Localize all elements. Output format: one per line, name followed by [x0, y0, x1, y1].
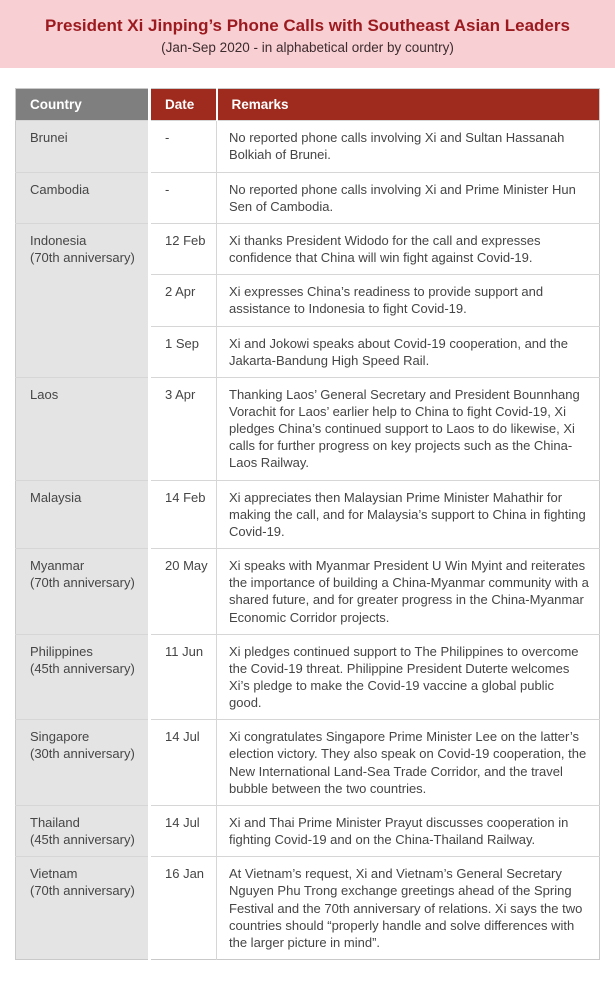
remarks-cell: Thanking Laos’ General Secretary and President Bounnhang Vorachit for Laos’ earlier help to China to fight Covid-19, Xi pledges China’s continued support to Laos to do likewise, Xi calls for further progress on key projects such as the China-Laos Railway. [217, 377, 600, 480]
country-cell [16, 805, 150, 856]
anniversary-note: (70th anniversary) [30, 883, 135, 899]
date-cell: - [150, 172, 217, 223]
remarks-cell: Xi pledges continued support to The Philippines to overcome the Covid-19 threat. Philippine President Duterte welcomes Xi’s pledge to make the Covid-19 vaccine a global public good. [217, 634, 600, 720]
country-cell [16, 121, 150, 172]
phone-calls-table [15, 88, 600, 960]
title-banner [0, 0, 615, 68]
remarks-cell: Xi and Thai Prime Minister Prayut discusses cooperation in fighting Covid-19 and on the China-Thailand Railway. [217, 805, 600, 856]
remarks-cell: Xi speaks with Myanmar President U Win Myint and reiterates the importance of building a China-Myanmar community with a shared future, and for greater progress in the China-Myanmar Economic Corridor projects. [217, 549, 600, 635]
table-row-laos [16, 377, 600, 480]
date-cell: 1 Sep [150, 326, 217, 377]
country-cell [16, 172, 150, 223]
country-name: Vietnam [30, 866, 78, 882]
page-title: President Xi Jinping’s Phone Calls with Southeast Asian Leaders [45, 16, 570, 35]
remarks-cell: Xi thanks President Widodo for the call and expresses confidence that China will win fight against Covid-19. [217, 223, 600, 274]
country-name: Singapore [30, 729, 90, 745]
date-cell: - [150, 121, 217, 172]
date-cell: 3 Apr [150, 377, 217, 480]
table-header-row [16, 89, 600, 121]
date-cell: 14 Jul [150, 720, 217, 806]
country-cell [16, 549, 150, 635]
country-name: Myanmar [30, 558, 85, 574]
column-header-date: Date [150, 89, 217, 121]
country-cell [16, 480, 150, 548]
remarks-cell: Xi congratulates Singapore Prime Minister Lee on the latter’s election victory. They also speak on Covid-19 cooperation, the New International Land-Sea Trade Corridor, and the travel bubble between the two countries. [217, 720, 600, 806]
anniversary-note: (70th anniversary) [30, 250, 135, 266]
date-cell: 2 Apr [150, 275, 217, 326]
remarks-cell: Xi and Jokowi speaks about Covid-19 cooperation, and the Jakarta-Bandung High Speed Rail. [217, 326, 600, 377]
anniversary-note: (45th anniversary) [30, 660, 135, 676]
country-name: Philippines [30, 643, 93, 659]
table-row-vietnam [16, 857, 600, 960]
country-name: Malaysia [30, 489, 82, 505]
country-name: Brunei [30, 130, 68, 146]
country-name: Cambodia [30, 181, 90, 197]
page-subtitle: (Jan-Sep 2020 - in alphabetical order by country) [161, 40, 454, 56]
anniversary-note: (70th anniversary) [30, 575, 135, 591]
date-cell: 11 Jun [150, 634, 217, 720]
table-row-myanmar [16, 549, 600, 635]
anniversary-note: (30th anniversary) [30, 746, 135, 762]
country-name: Indonesia [30, 232, 87, 248]
date-cell: 14 Jul [150, 805, 217, 856]
table-row-philippines [16, 634, 600, 720]
date-cell: 16 Jan [150, 857, 217, 960]
table-row-malaysia [16, 480, 600, 548]
table-row-thailand [16, 805, 600, 856]
column-header-remarks: Remarks [217, 89, 600, 121]
country-cell [16, 377, 150, 480]
column-header-country: Country [16, 89, 150, 121]
table-row-cambodia [16, 172, 600, 223]
table-row-indonesia [16, 223, 600, 274]
date-cell: 12 Feb [150, 223, 217, 274]
country-name: Laos [30, 386, 59, 402]
remarks-cell: Xi appreciates then Malaysian Prime Minister Mahathir for making the call, and for Malaysia’s support to China in fighting Covid-19. [217, 480, 600, 548]
country-cell [16, 857, 150, 960]
country-name: Thailand [30, 814, 80, 830]
country-cell [16, 223, 150, 377]
remarks-cell: At Vietnam’s request, Xi and Vietnam’s General Secretary Nguyen Phu Trong exchange greetings ahead of the Spring Festival and the 70th anniversary of relations. Xi says the two countries should “properly handle and solve differences with the larger picture in mind”. [217, 857, 600, 960]
table-row-singapore [16, 720, 600, 806]
country-cell [16, 720, 150, 806]
remarks-cell: No reported phone calls involving Xi and Prime Minister Hun Sen of Cambodia. [217, 172, 600, 223]
anniversary-note: (45th anniversary) [30, 832, 135, 848]
table-row-brunei [16, 121, 600, 172]
date-cell: 20 May [150, 549, 217, 635]
country-cell [16, 634, 150, 720]
remarks-cell: Xi expresses China’s readiness to provide support and assistance to Indonesia to fight Covid-19. [217, 275, 600, 326]
date-cell: 14 Feb [150, 480, 217, 548]
remarks-cell: No reported phone calls involving Xi and Sultan Hassanah Bolkiah of Brunei. [217, 121, 600, 172]
